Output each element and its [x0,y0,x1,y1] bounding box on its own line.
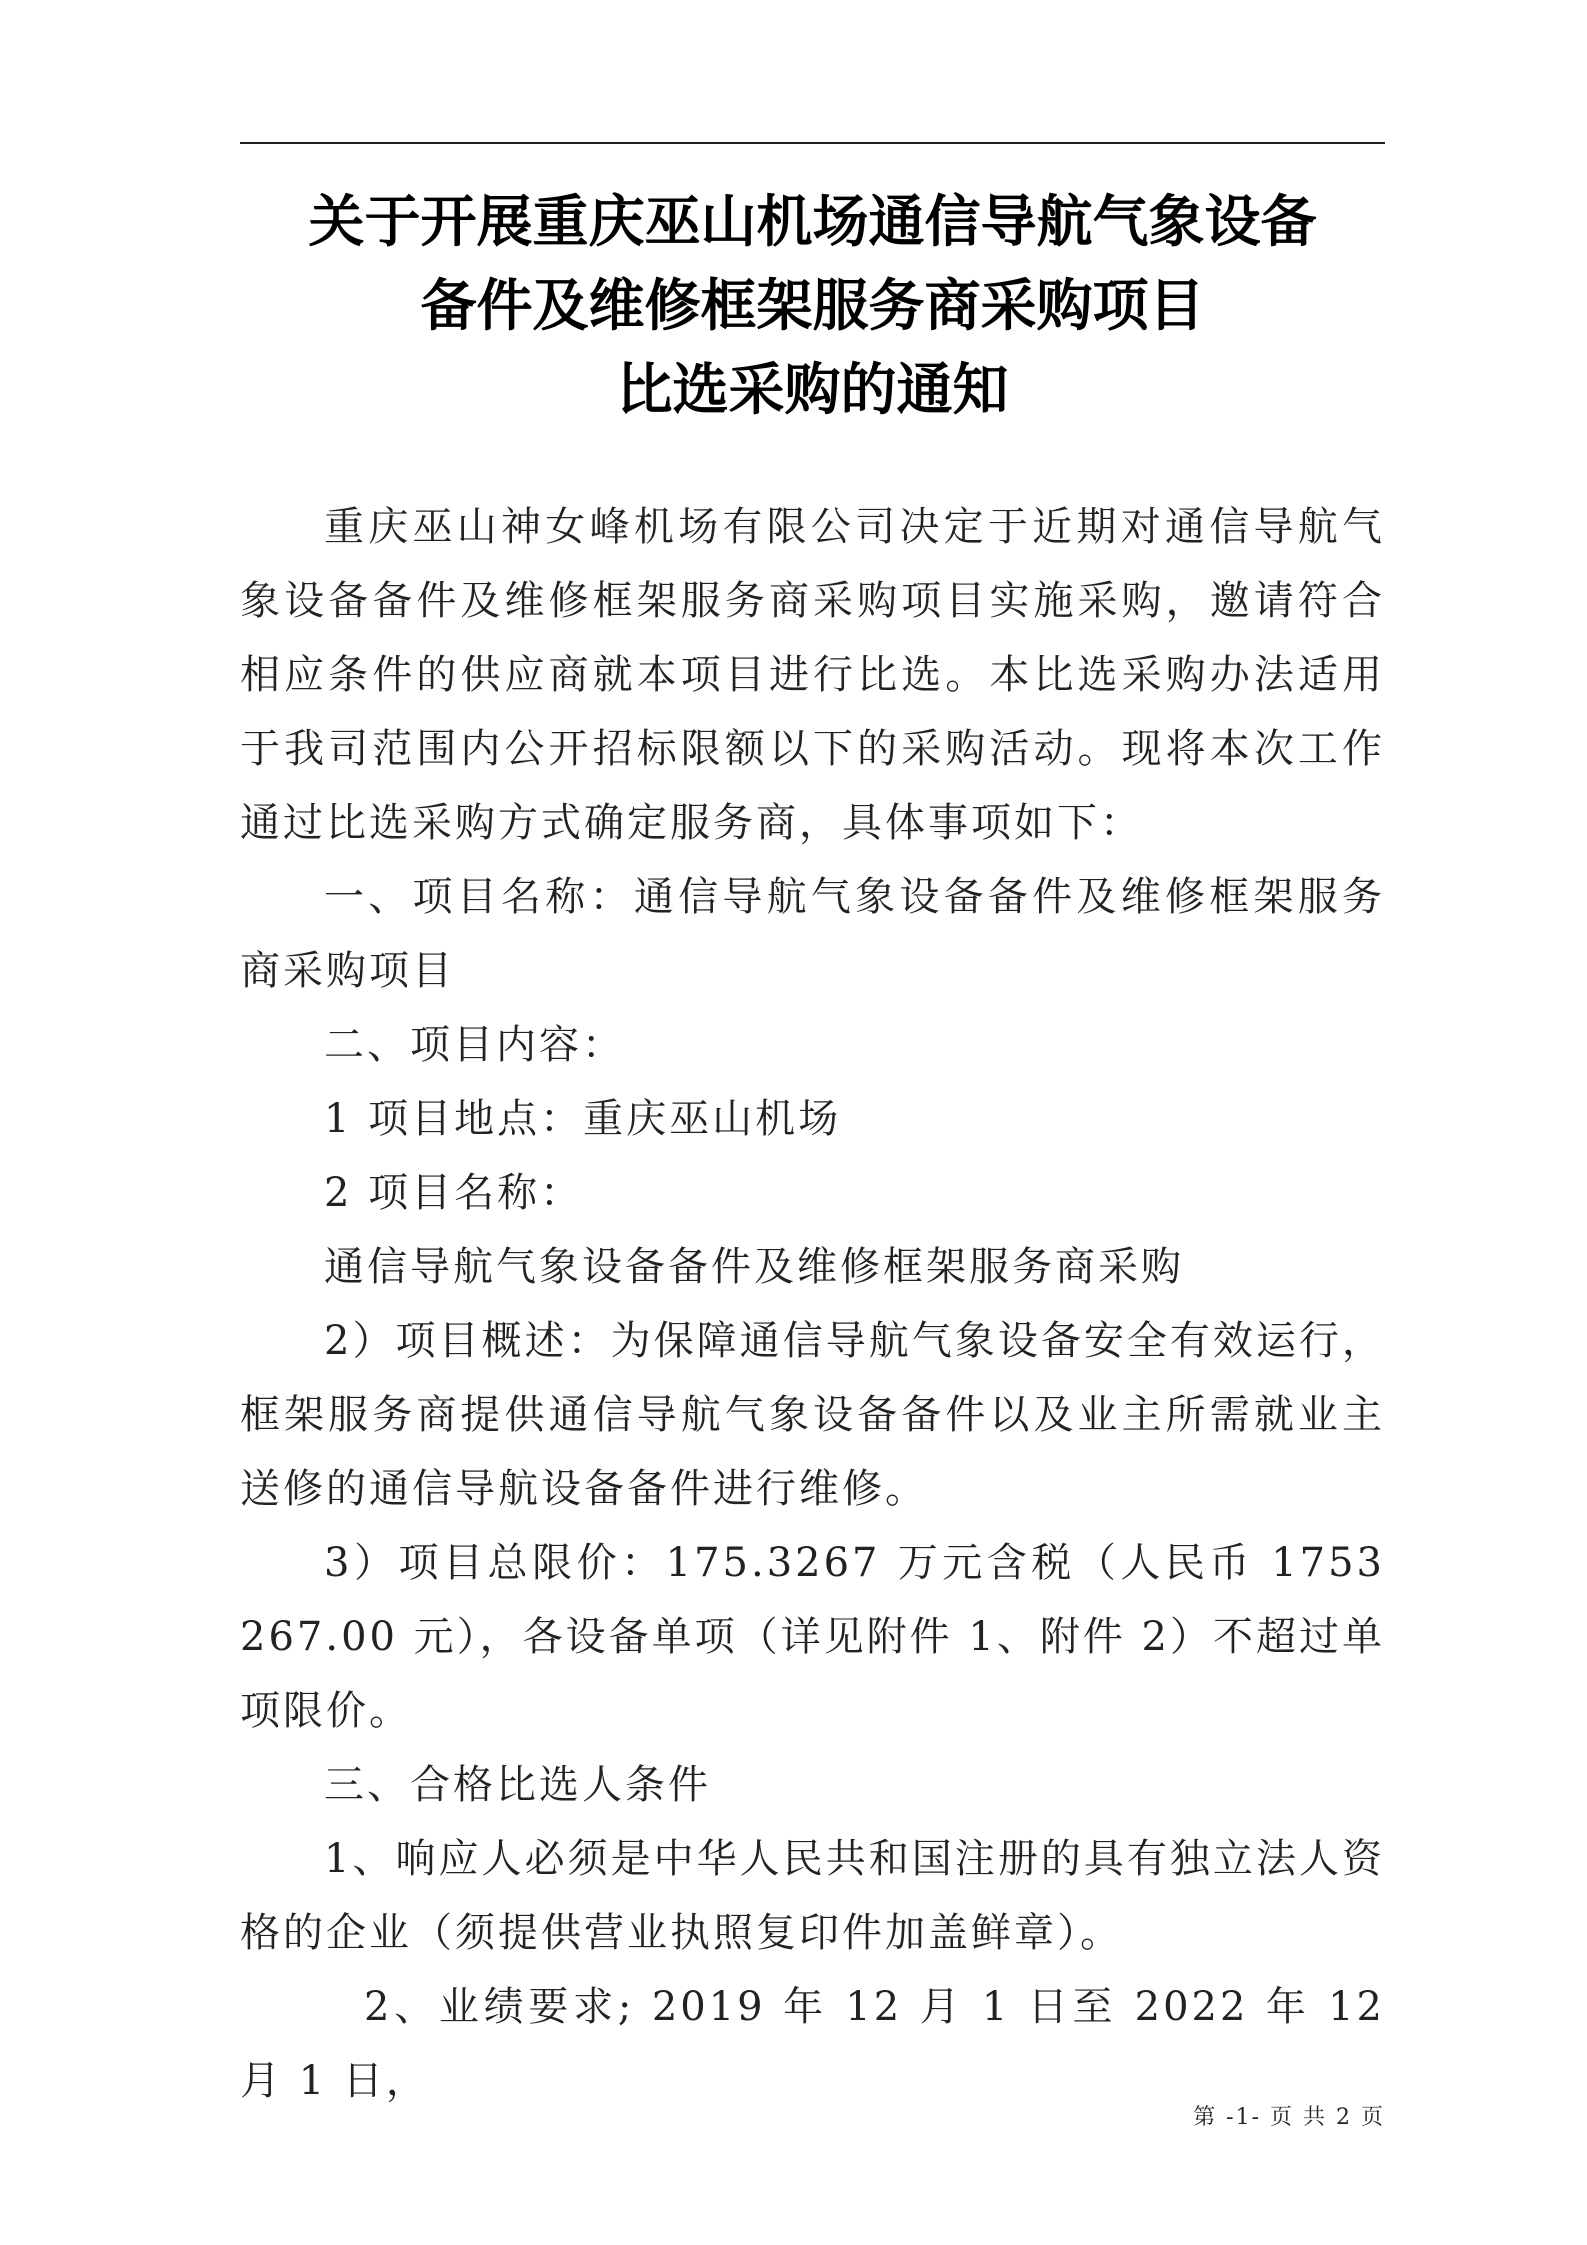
item-legal-entity: 1、响应人必须是中华人民共和国注册的具有独立法人资格的企业（须提供营业执照复印件加盖鲜章）。 [240,1836,1385,1956]
header-rule [240,142,1385,144]
intro-paragraph: 重庆巫山神女峰机场有限公司决定于近期对通信导航气象设备备件及维修框架服务商采购项目实施采购，邀请符合相应条件的供应商就本项目进行比选。本比选采购办法适用于我司范围内公开招标限额以下的采购活动。现将本次工作通过比选采购方式确定服务商，具体事项如下： [240,504,1385,846]
title-line-1: 关于开展重庆巫山机场通信导航气象设备 [308,189,1317,255]
item-project-name-label: 2 项目名称： [324,1170,584,1216]
item-performance-requirement: 2、业绩要求; 2019 年 12 月 1 日至 2022 年 12 月 1 日， [240,1984,1385,2104]
page-number: 第 -1- 页 共 2 页 [1193,2105,1385,2130]
item-project-overview: 2）项目概述：为保障通信导航气象设备安全有效运行，框架服务商提供通信导航气象设备备件以及业主所需就业主送修的通信导航设备备件进行维修。 [240,1318,1385,1512]
document-body [240,490,1385,2118]
section-project-name: 一、项目名称：通信导航气象设备备件及维修框架服务商采购项目 [240,874,1385,994]
title-line-2: 备件及维修框架服务商采购项目 [420,273,1205,339]
item-project-location: 1 项目地点：重庆巫山机场 [324,1096,842,1142]
section-qualification: 三、合格比选人条件 [324,1762,711,1808]
section-project-content: 二、项目内容： [324,1022,625,1068]
document-title [240,180,1385,432]
item-project-price-limit: 3）项目总限价：175.3267 万元含税（人民币 1753267.00 元），各设备单项（详见附件 1、附件 2）不超过单项限价。 [240,1540,1386,1734]
item-project-name-value: 通信导航气象设备备件及维修框架服务商采购 [324,1244,1184,1290]
title-line-3: 比选采购的通知 [616,357,1009,423]
